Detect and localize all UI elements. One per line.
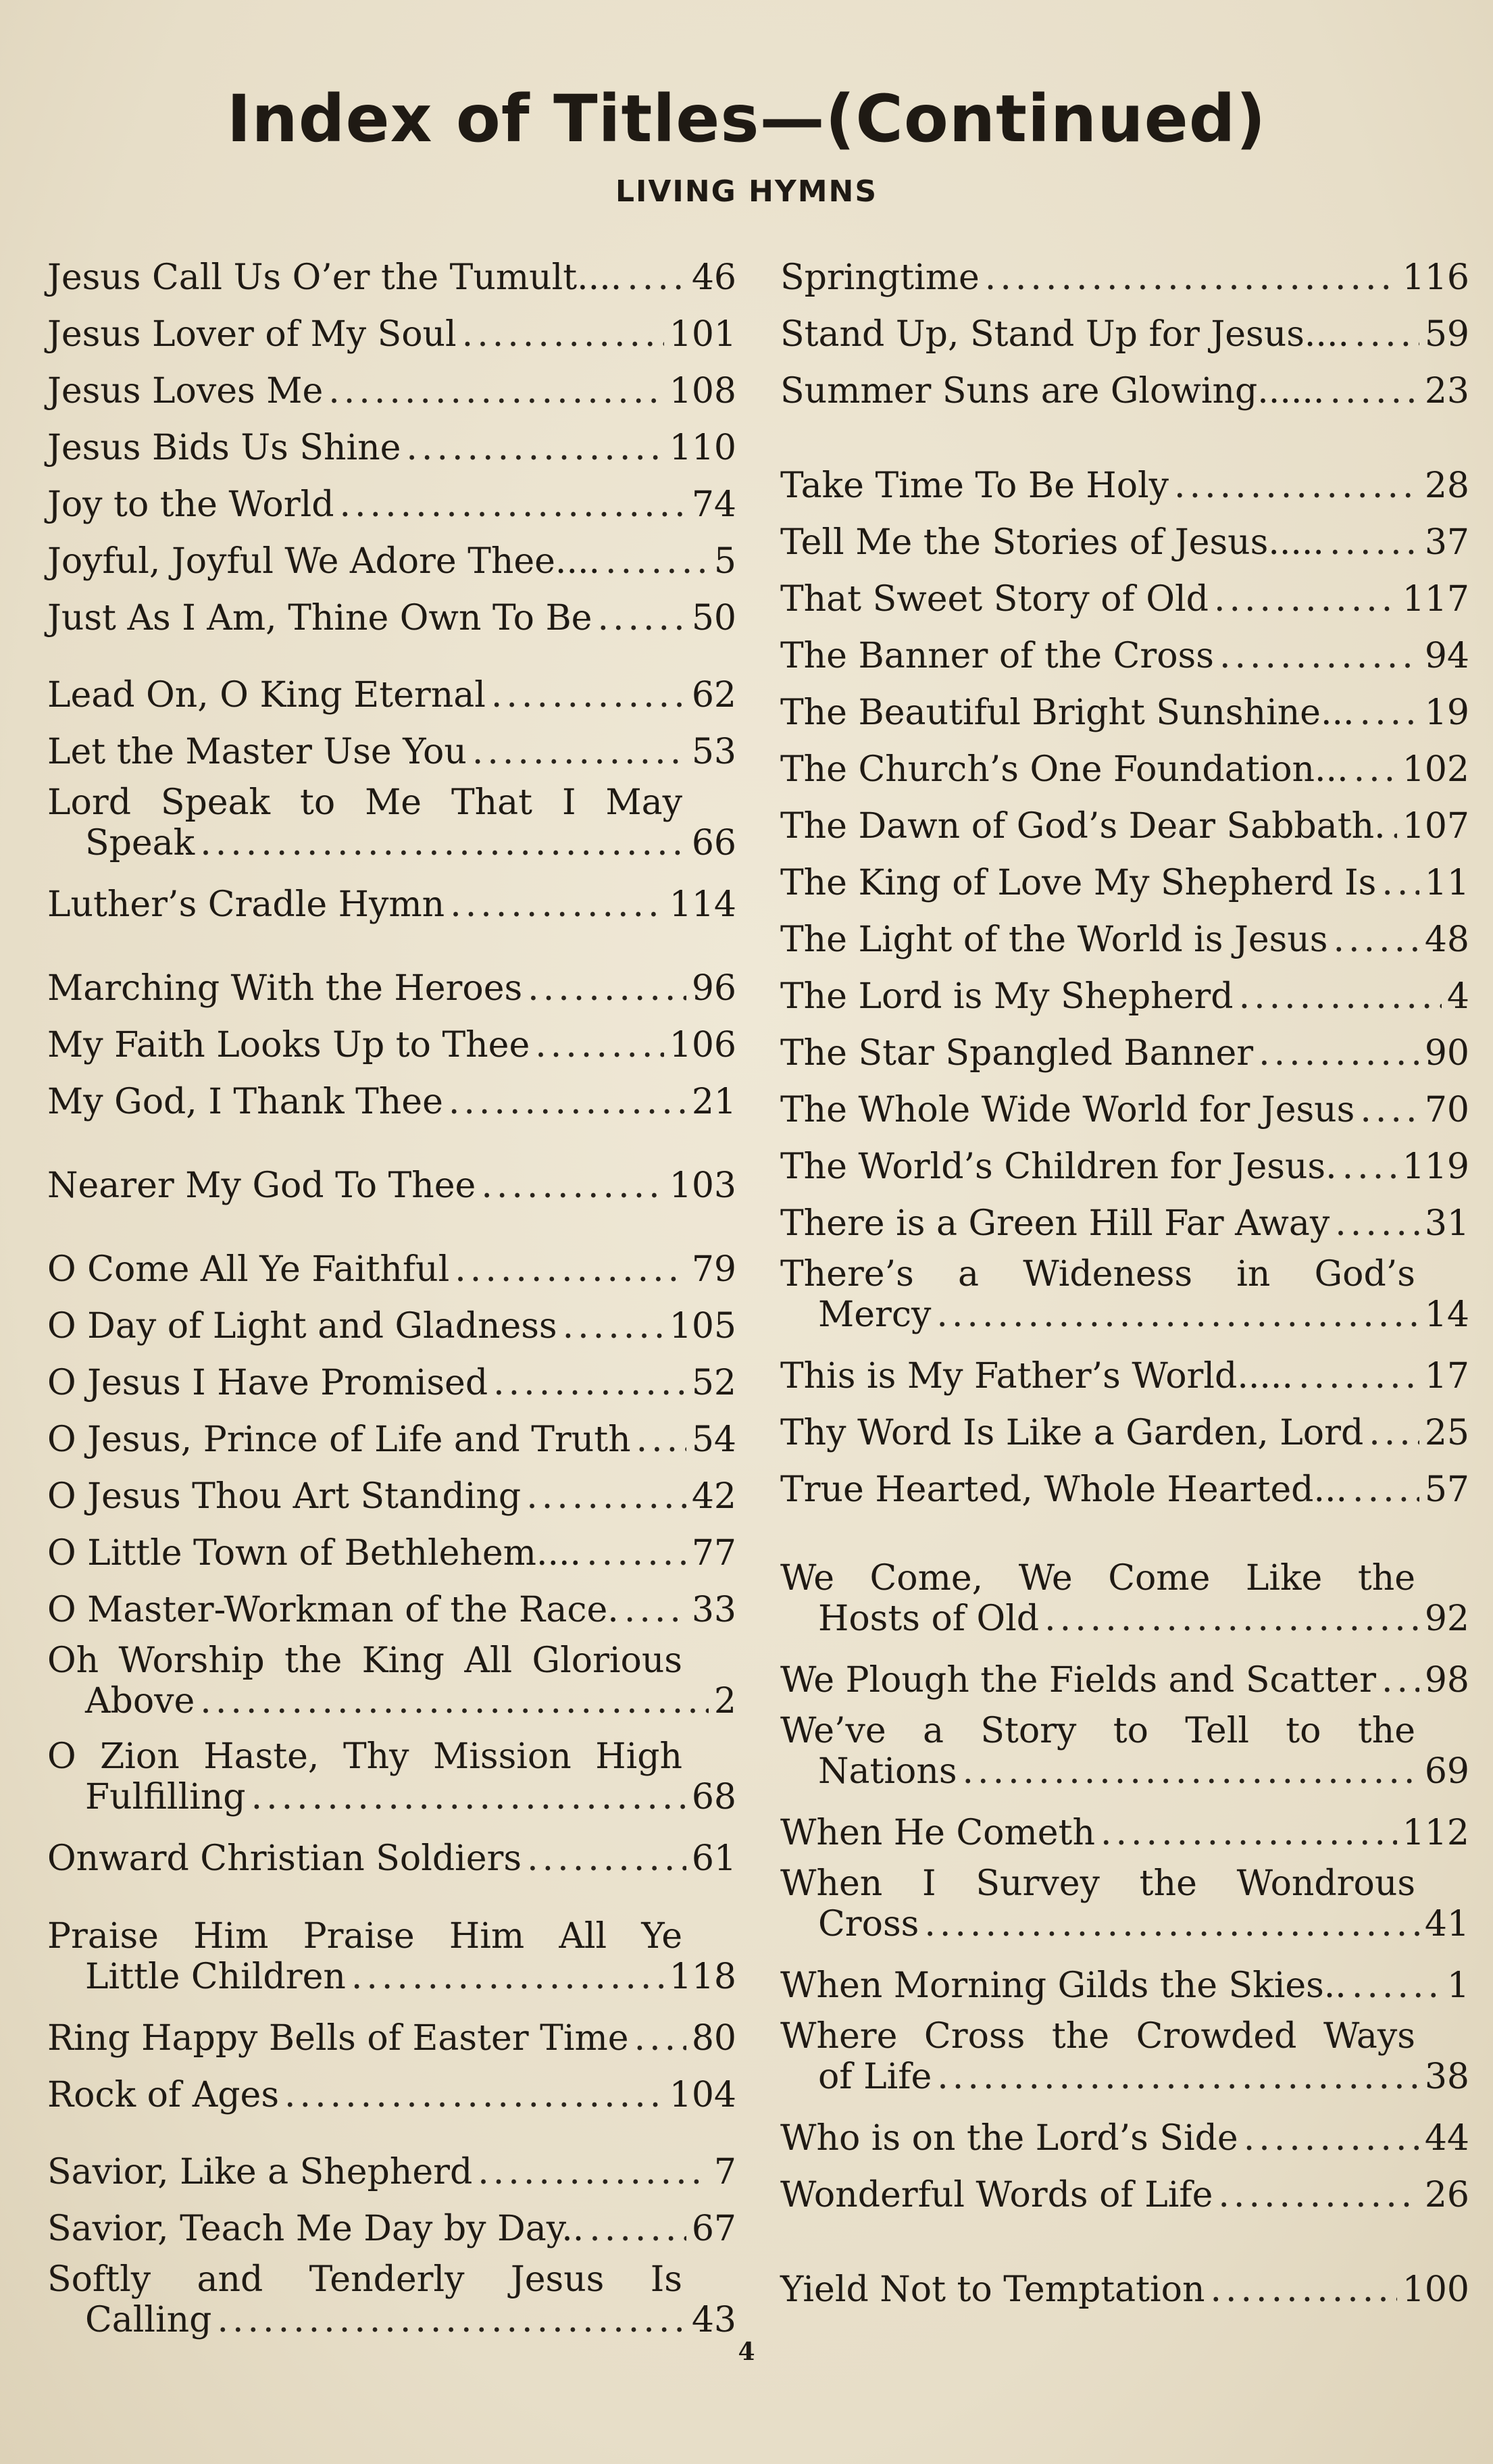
entry-title-line1: Lord Speak to Me That I May <box>47 782 682 823</box>
index-entry <box>47 1413 736 1470</box>
entry-title: O Master-Workman of the Race. <box>47 1590 619 1630</box>
entry-page-number: 74 <box>691 484 736 525</box>
letter-group-gap <box>780 1520 1469 1558</box>
dot-leader <box>1355 308 1419 361</box>
entry-title-line1: When I Survey the Wondrous <box>780 1863 1415 1904</box>
entry-page-number: 66 <box>691 823 736 863</box>
entry-page-number: 54 <box>691 1419 736 1460</box>
dot-leader <box>1391 800 1397 853</box>
index-entry <box>47 726 736 782</box>
entry-title-line2: of Life <box>818 2057 932 2097</box>
dot-leader <box>1100 1807 1397 1859</box>
letter-group-gap <box>47 1132 736 1159</box>
entry-title-line2: Hosts of Old <box>818 1599 1040 1639</box>
index-entry <box>780 2169 1469 2226</box>
entry-title-line1: O Zion Haste, Thy Mission High <box>47 1736 682 1777</box>
index-entry <box>47 365 736 422</box>
entry-title-line2: Little Children <box>85 1957 346 1997</box>
dot-leader <box>924 1904 1419 1944</box>
entry-title: O Jesus, Prince of Life and Truth <box>47 1419 631 1460</box>
dot-leader <box>636 1413 686 1466</box>
dot-leader <box>1218 2169 1419 2221</box>
dot-leader <box>526 1470 686 1523</box>
dot-leader <box>472 726 686 778</box>
entry-title: Take Time To Be Holy <box>780 466 1169 506</box>
entry-title-line1: Softly and Tenderly Jesus Is <box>47 2259 682 2300</box>
index-entry <box>780 2263 1469 2320</box>
dot-leader <box>284 2069 664 2121</box>
entry-page-number: 17 <box>1424 1356 1469 1397</box>
dot-leader <box>1259 1027 1419 1080</box>
entry-title: O Come All Ye Faithful <box>47 1249 450 1290</box>
entry-page-number: 79 <box>691 1249 736 1290</box>
entry-title: Let the Master Use You <box>47 732 467 772</box>
dot-leader <box>597 592 686 645</box>
index-entry <box>47 251 736 308</box>
dot-leader <box>200 1681 709 1721</box>
dot-leader <box>1354 743 1397 796</box>
index-column-left <box>47 251 736 2355</box>
entry-title-line2: Speak <box>85 823 195 863</box>
index-entry <box>780 630 1469 686</box>
dot-leader <box>1210 2263 1396 2316</box>
index-entry <box>47 1736 736 1832</box>
letter-group-gap <box>47 1889 736 1916</box>
entry-title: The Star Spangled Banner <box>780 1033 1254 1074</box>
entry-page-number: 118 <box>669 1957 736 1997</box>
dot-leader <box>406 422 663 474</box>
index-entry <box>47 1243 736 1300</box>
dot-leader <box>455 1243 686 1296</box>
entry-page-number: 116 <box>1402 257 1469 298</box>
entry-page-number: 25 <box>1424 1413 1469 1453</box>
dot-leader <box>481 1159 663 1212</box>
entry-title: O Day of Light and Gladness <box>47 1306 557 1347</box>
page-number: 4 <box>738 2338 755 2366</box>
entry-page-number: 110 <box>669 428 736 468</box>
index-entry <box>47 1300 736 1357</box>
index-entry <box>780 308 1469 365</box>
entry-title: O Little Town of Bethlehem.... <box>47 1533 582 1574</box>
index-entry <box>780 1863 1469 1959</box>
index-entry <box>780 800 1469 857</box>
index-entry <box>47 1640 736 1736</box>
entry-title: Savior, Like a Shepherd <box>47 2152 473 2192</box>
page-title: Index of Titles—(Continued) <box>226 81 1267 157</box>
dot-leader <box>450 878 664 931</box>
entry-page-number: 69 <box>1424 1751 1469 1792</box>
index-entry <box>780 1807 1469 1863</box>
letter-group-gap <box>47 1216 736 1243</box>
entry-title: Joy to the World <box>47 484 334 525</box>
dot-leader <box>1214 573 1397 626</box>
dot-leader <box>1298 1350 1419 1403</box>
entry-page-number: 53 <box>691 732 736 772</box>
entry-title: Yield Not to Temptation <box>780 2269 1205 2310</box>
dot-leader <box>528 962 686 1015</box>
entry-page-number: 43 <box>691 2300 736 2340</box>
entry-page-number: 68 <box>691 1777 736 1817</box>
index-entry <box>47 422 736 478</box>
entry-title: The Beautiful Bright Sunshine... <box>780 693 1355 733</box>
entry-title: This is My Father’s World..... <box>780 1356 1293 1397</box>
dot-leader <box>1239 970 1442 1023</box>
dot-leader <box>339 478 686 531</box>
entry-title: O Jesus I Have Promised <box>47 1363 488 1403</box>
index-entry <box>47 592 736 649</box>
dot-leader <box>586 1527 686 1580</box>
entry-title: True Hearted, Whole Hearted... <box>780 1469 1348 1510</box>
entry-title: Springtime <box>780 257 980 298</box>
entry-page-number: 11 <box>1424 863 1469 903</box>
entry-page-number: 21 <box>691 1082 736 1122</box>
dot-leader <box>624 1584 686 1636</box>
entry-page-number: 31 <box>1424 1203 1469 1244</box>
entry-page-number: 41 <box>1424 1904 1469 1944</box>
dot-leader <box>634 2012 686 2065</box>
index-entry <box>780 1711 1469 1807</box>
entry-page-number: 94 <box>1424 636 1469 676</box>
index-entry <box>780 1084 1469 1140</box>
entry-title: Jesus Bids Us Shine <box>47 428 401 468</box>
entry-page-number: 104 <box>669 2075 736 2115</box>
entry-title-line2: Calling <box>85 2300 212 2340</box>
dot-leader <box>527 1832 686 1885</box>
entry-page-number: 28 <box>1424 466 1469 506</box>
index-entry <box>780 459 1469 516</box>
index-entry <box>47 1916 736 2012</box>
entry-title: Lead On, O King Eternal <box>47 675 486 715</box>
entry-title: Luther’s Cradle Hymn <box>47 884 445 925</box>
entry-title: Joyful, Joyful We Adore Thee.... <box>47 541 601 582</box>
index-entry <box>47 535 736 592</box>
dot-leader <box>1360 686 1419 739</box>
dot-leader <box>1352 1463 1419 1516</box>
index-entry <box>47 308 736 365</box>
entry-page-number: 42 <box>691 1476 736 1517</box>
entry-title: Stand Up, Stand Up for Jesus.... <box>780 314 1350 355</box>
entry-page-number: 92 <box>1424 1599 1469 1639</box>
dot-leader <box>462 308 664 361</box>
entry-title-line1: Oh Worship the King All Glorious <box>47 1640 682 1681</box>
entry-title: There is a Green Hill Far Away <box>780 1203 1330 1244</box>
entry-title: Thy Word Is Like a Garden, Lord <box>780 1413 1364 1453</box>
entry-title-line1: We Come, We Come Like the <box>780 1558 1415 1599</box>
entry-title-line2: Cross <box>818 1904 919 1944</box>
entry-page-number: 57 <box>1424 1469 1469 1510</box>
index-entry <box>780 365 1469 422</box>
entry-title: Summer Suns are Glowing...... <box>780 371 1325 411</box>
index-entry <box>780 1654 1469 1711</box>
index-entry <box>780 251 1469 308</box>
entry-title: The Whole Wide World for Jesus <box>780 1090 1355 1130</box>
dot-leader <box>1044 1599 1419 1639</box>
dot-leader <box>1330 365 1419 418</box>
dot-leader <box>563 1300 664 1353</box>
dot-leader <box>1219 630 1419 682</box>
index-entry <box>780 913 1469 970</box>
entry-page-number: 96 <box>691 968 736 1009</box>
index-entry <box>47 1832 736 1889</box>
entry-page-number: 44 <box>1424 2118 1469 2159</box>
dot-leader <box>963 1751 1419 1792</box>
index-entry <box>47 2203 736 2259</box>
entry-page-number: 5 <box>713 541 736 582</box>
index-entry <box>780 857 1469 913</box>
entry-title: The Banner of the Cross <box>780 636 1214 676</box>
dot-leader <box>328 365 664 418</box>
entry-title: Just As I Am, Thine Own To Be <box>47 598 592 638</box>
entry-title-line2: Fulfilling <box>85 1777 246 1817</box>
entry-page-number: 46 <box>691 257 736 298</box>
index-entry <box>47 1357 736 1413</box>
index-entry <box>780 1140 1469 1197</box>
dot-leader <box>200 823 686 863</box>
index-entry <box>47 782 736 878</box>
entry-title: Tell Me the Stories of Jesus..... <box>780 522 1324 563</box>
entry-page-number: 38 <box>1424 2057 1469 2097</box>
letter-group-gap <box>780 2226 1469 2263</box>
entry-title: Rock of Ages <box>47 2075 280 2115</box>
dot-leader <box>478 2146 709 2198</box>
index-entry <box>780 1959 1469 2016</box>
letter-group-gap <box>47 649 736 669</box>
index-column-right <box>780 251 1469 2320</box>
dot-leader <box>937 2057 1419 2097</box>
entry-title: O Jesus Thou Art Standing <box>47 1476 522 1517</box>
index-entry <box>47 2069 736 2126</box>
entry-page-number: 1 <box>1446 1965 1469 2006</box>
entry-title: My God, I Thank Thee <box>47 1082 443 1122</box>
dot-leader <box>217 2300 686 2340</box>
index-entry <box>780 2112 1469 2169</box>
dot-leader <box>1382 857 1419 909</box>
entry-title: When Morning Gilds the Skies.. <box>780 1965 1346 2006</box>
entry-title: The Light of the World is Jesus <box>780 920 1328 960</box>
entry-page-number: 67 <box>691 2209 736 2249</box>
index-entry <box>780 1254 1469 1350</box>
index-entry <box>47 1527 736 1584</box>
entry-title: Jesus Call Us O’er the Tumult.... <box>47 257 622 298</box>
entry-title: We Plough the Fields and Scatter <box>780 1660 1377 1701</box>
entry-title: Marching With the Heroes <box>47 968 523 1009</box>
entry-page-number: 106 <box>669 1025 736 1065</box>
entry-title: When He Cometh <box>780 1813 1095 1853</box>
dot-leader <box>1352 1959 1442 2012</box>
entry-page-number: 101 <box>669 314 736 355</box>
entry-page-number: 19 <box>1424 693 1469 733</box>
entry-page-number: 33 <box>691 1590 736 1630</box>
entry-title: Jesus Loves Me <box>47 371 324 411</box>
entry-page-number: 108 <box>669 371 736 411</box>
dot-leader <box>493 1357 686 1409</box>
index-entry <box>780 2016 1469 2112</box>
dot-leader <box>1333 913 1419 966</box>
entry-page-number: 52 <box>691 1363 736 1403</box>
entry-page-number: 26 <box>1424 2175 1469 2215</box>
index-entry <box>780 1463 1469 1520</box>
dot-leader <box>627 251 686 304</box>
entry-title: Onward Christian Soldiers <box>47 1838 522 1879</box>
index-entry <box>47 1159 736 1216</box>
entry-page-number: 103 <box>669 1165 736 1206</box>
entry-title-line1: Praise Him Praise Him All Ye <box>47 1916 682 1957</box>
index-entry <box>780 1558 1469 1654</box>
entry-title-line1: There’s a Wideness in God’s <box>780 1254 1415 1294</box>
index-entry <box>47 1019 736 1076</box>
index-entry <box>780 573 1469 630</box>
entry-title: My Faith Looks Up to Thee <box>47 1025 530 1065</box>
dot-leader <box>1335 1197 1419 1250</box>
index-entry <box>780 516 1469 573</box>
dot-leader <box>589 2203 686 2255</box>
dot-leader <box>985 251 1397 304</box>
index-entry <box>47 1584 736 1640</box>
index-entry <box>780 1407 1469 1463</box>
index-entry <box>780 1027 1469 1084</box>
dot-leader <box>605 535 709 588</box>
letter-group-gap <box>780 422 1469 459</box>
letter-group-gap <box>47 935 736 962</box>
entry-page-number: 2 <box>713 1681 736 1721</box>
dot-leader <box>1369 1407 1419 1459</box>
entry-title-line2: Above <box>85 1681 195 1721</box>
entry-page-number: 80 <box>691 2018 736 2059</box>
dot-leader <box>1360 1084 1419 1136</box>
dot-leader <box>1342 1140 1397 1193</box>
index-entry <box>780 1197 1469 1254</box>
entry-page-number: 7 <box>713 2152 736 2192</box>
entry-title: Who is on the Lord’s Side <box>780 2118 1238 2159</box>
entry-page-number: 50 <box>691 598 736 638</box>
dot-leader <box>936 1294 1419 1335</box>
index-entry <box>47 962 736 1019</box>
entry-page-number: 102 <box>1402 749 1469 790</box>
index-entry <box>47 669 736 726</box>
entry-title: The Dawn of God’s Dear Sabbath. <box>780 806 1386 847</box>
entry-page-number: 70 <box>1424 1090 1469 1130</box>
index-entry <box>47 2012 736 2069</box>
dot-leader <box>251 1777 686 1817</box>
index-entry <box>780 743 1469 800</box>
entry-page-number: 90 <box>1424 1033 1469 1074</box>
entry-page-number: 37 <box>1424 522 1469 563</box>
dot-leader <box>351 1957 664 1997</box>
entry-title: That Sweet Story of Old <box>780 579 1209 620</box>
entry-page-number: 4 <box>1446 976 1469 1017</box>
index-entry <box>780 686 1469 743</box>
dot-leader <box>1330 516 1419 569</box>
entry-title-line1: We’ve a Story to Tell to the <box>780 1711 1415 1751</box>
entry-page-number: 114 <box>669 884 736 925</box>
entry-title: Wonderful Words of Life <box>780 2175 1213 2215</box>
entry-page-number: 117 <box>1402 579 1469 620</box>
entry-title: Nearer My God To Thee <box>47 1165 476 1206</box>
entry-page-number: 100 <box>1402 2269 1469 2310</box>
entry-title: Ring Happy Bells of Easter Time <box>47 2018 629 2059</box>
index-entry <box>780 970 1469 1027</box>
entry-title: The World’s Children for Jesus. <box>780 1147 1337 1187</box>
entry-page-number: 23 <box>1424 371 1469 411</box>
entry-page-number: 48 <box>1424 920 1469 960</box>
dot-leader <box>1244 2112 1419 2165</box>
entry-page-number: 119 <box>1402 1147 1469 1187</box>
entry-page-number: 105 <box>669 1306 736 1347</box>
index-entry <box>47 1470 736 1527</box>
index-entry <box>780 1350 1469 1407</box>
entry-page-number: 62 <box>691 675 736 715</box>
entry-title: The King of Love My Shepherd Is <box>780 863 1377 903</box>
entry-title-line1: Where Cross the Crowded Ways <box>780 2016 1415 2057</box>
index-entry <box>47 878 736 935</box>
dot-leader <box>1174 459 1419 512</box>
dot-leader <box>1382 1654 1419 1707</box>
entry-page-number: 98 <box>1424 1660 1469 1701</box>
entry-page-number: 77 <box>691 1533 736 1574</box>
entry-title-line2: Mercy <box>818 1294 932 1335</box>
dot-leader <box>491 669 686 722</box>
entry-page-number: 14 <box>1424 1294 1469 1335</box>
entry-title: The Church’s One Foundation... <box>780 749 1348 790</box>
entry-title-line2: Nations <box>818 1751 957 1792</box>
dot-leader <box>449 1076 686 1128</box>
index-entry <box>47 478 736 535</box>
entry-title: The Lord is My Shepherd <box>780 976 1234 1017</box>
index-entry <box>47 1076 736 1132</box>
entry-title: Jesus Lover of My Soul <box>47 314 457 355</box>
entry-page-number: 61 <box>691 1838 736 1879</box>
dot-leader <box>535 1019 664 1072</box>
entry-page-number: 112 <box>1402 1813 1469 1853</box>
entry-page-number: 59 <box>1424 314 1469 355</box>
index-entry <box>47 2146 736 2203</box>
book-subtitle: LIVING HYMNS <box>615 174 878 209</box>
letter-group-gap <box>47 2126 736 2146</box>
entry-title: Savior, Teach Me Day by Day.. <box>47 2209 584 2249</box>
entry-page-number: 107 <box>1402 806 1469 847</box>
